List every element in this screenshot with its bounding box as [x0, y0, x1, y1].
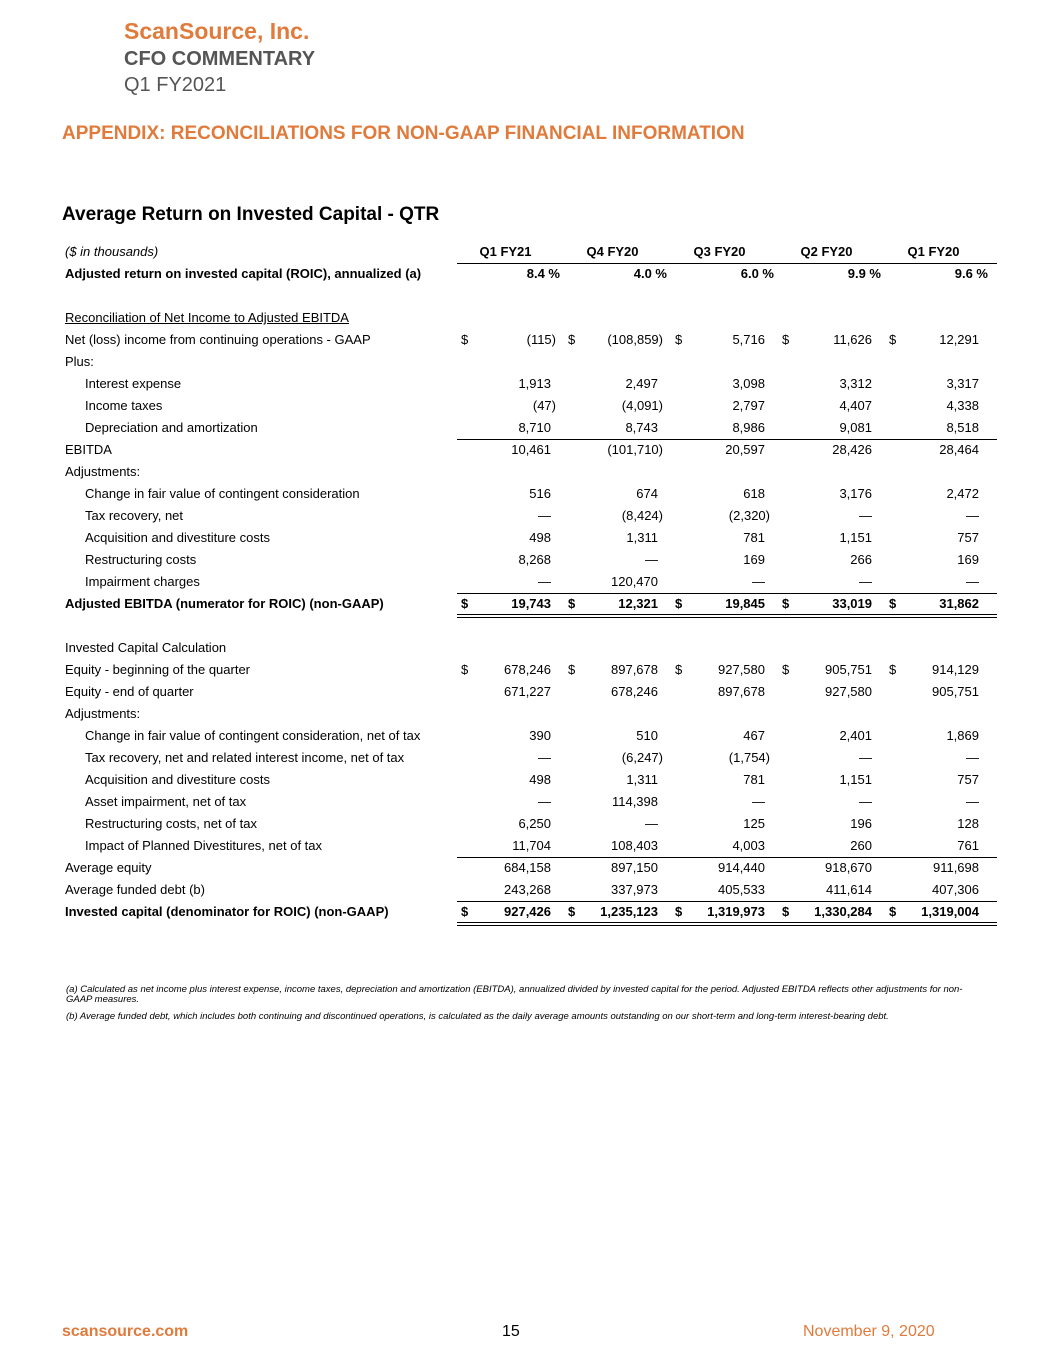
table-cell: 674: [636, 486, 658, 501]
column-header: Q2 FY20: [800, 244, 853, 259]
table-cell: 390: [529, 728, 551, 743]
table-cell: 12,321: [618, 596, 658, 611]
table-cell: —: [859, 794, 872, 809]
table-cell: —: [538, 750, 551, 765]
table-cell: 671,227: [504, 684, 551, 699]
table-cell: 196: [850, 816, 872, 831]
table-row: [62, 594, 997, 616]
table-cell: 11,626: [833, 332, 872, 347]
table-cell: 3,312: [839, 376, 872, 391]
table-cell: 516: [529, 486, 551, 501]
row-label: Equity - beginning of the quarter: [65, 662, 251, 677]
table-cell: (4,091): [621, 398, 663, 413]
table-row: [62, 264, 997, 286]
dollar-sign: $: [568, 332, 576, 347]
dollar-sign: $: [461, 332, 469, 347]
table-cell: 260: [850, 838, 872, 853]
row-label: Impairment charges: [85, 574, 200, 589]
company-name: ScanSource, Inc.: [124, 18, 310, 44]
table-cell: 914,440: [718, 860, 765, 875]
table-cell: 3,098: [732, 376, 765, 391]
appendix-heading: APPENDIX: RECONCILIATIONS FOR NON-GAAP FINANCIAL INFORMATION: [62, 123, 745, 144]
dollar-sign: $: [461, 904, 469, 919]
table-row: [62, 462, 997, 484]
table-cell: —: [859, 574, 872, 589]
dollar-sign: $: [889, 904, 897, 919]
table-cell: 897,678: [611, 662, 658, 677]
table-cell: 2,497: [625, 376, 658, 391]
table-cell: —: [645, 552, 658, 567]
row-label: Tax recovery, net: [85, 508, 184, 523]
dollar-sign: $: [461, 596, 469, 611]
row-label: Restructuring costs, net of tax: [85, 816, 257, 831]
table-cell: 6,250: [518, 816, 551, 831]
table-row: [62, 902, 997, 924]
table-cell: 8,518: [946, 420, 979, 435]
table-row: [62, 616, 997, 638]
footnotes: [66, 985, 966, 1029]
table-cell: 8,268: [518, 552, 551, 567]
table-cell: —: [752, 794, 765, 809]
table-cell: 905,751: [932, 684, 979, 699]
row-label: Equity - end of quarter: [65, 684, 194, 699]
row-label: EBITDA: [65, 442, 112, 457]
row-label: Net (loss) income from continuing operations - GAAP: [65, 332, 371, 347]
footnote-b: (b) Average funded debt, which includes both continuing and discontinued operations, is calculated as the daily average amounts outstanding on our short-term and long-term interest-bearing debt.: [66, 1011, 889, 1022]
table-header-row: [62, 242, 997, 264]
row-label: Asset impairment, net of tax: [85, 794, 247, 809]
table-cell: 618: [743, 486, 765, 501]
table-row: [62, 418, 997, 440]
table-cell: —: [538, 508, 551, 523]
table-cell: 1,235,123: [600, 904, 658, 919]
table-cell: 678,246: [611, 684, 658, 699]
dollar-sign: $: [568, 596, 576, 611]
table-cell: 19,743: [511, 596, 551, 611]
table-cell: 28,426: [832, 442, 872, 457]
table-cell: —: [966, 508, 979, 523]
column-header: Q3 FY20: [693, 244, 746, 259]
table-row: [62, 374, 997, 396]
row-label: Change in fair value of contingent consideration, net of tax: [85, 728, 421, 743]
table-cell: 33,019: [832, 596, 872, 611]
table-cell: 10,461: [511, 442, 551, 457]
table-cell: —: [859, 750, 872, 765]
dollar-sign: $: [889, 662, 897, 677]
dollar-sign: $: [782, 596, 790, 611]
roic-table: [62, 242, 997, 924]
table-cell: 9.6 %: [954, 266, 988, 281]
table-cell: 2,472: [946, 486, 979, 501]
table-row: [62, 550, 997, 572]
total-double-rule: [457, 922, 997, 926]
table-cell: 3,176: [839, 486, 872, 501]
table-row: [62, 506, 997, 528]
table-cell: 31,862: [939, 596, 979, 611]
table-cell: 19,845: [725, 596, 765, 611]
table-cell: 9,081: [839, 420, 872, 435]
table-cell: 128: [957, 816, 979, 831]
table-cell: 927,426: [504, 904, 551, 919]
table-cell: 918,670: [825, 860, 872, 875]
table-cell: (2,320): [728, 508, 770, 523]
table-cell: 1,151: [839, 530, 872, 545]
table-cell: 120,470: [611, 574, 658, 589]
table-cell: 467: [743, 728, 765, 743]
table-cell: 4,407: [839, 398, 872, 413]
row-label: Average funded debt (b): [65, 882, 205, 897]
table-cell: 2,797: [732, 398, 765, 413]
dollar-sign: $: [675, 596, 683, 611]
table-cell: 337,973: [611, 882, 658, 897]
row-label: Acquisition and divestiture costs: [85, 530, 270, 545]
table-cell: 498: [529, 530, 551, 545]
dollar-sign: $: [675, 332, 683, 347]
table-cell: 1,330,284: [814, 904, 872, 919]
table-cell: 761: [957, 838, 979, 853]
table-cell: 8,743: [625, 420, 658, 435]
row-label: Impact of Planned Divestitures, net of tax: [85, 838, 323, 853]
table-cell: —: [966, 794, 979, 809]
column-header: Q1 FY20: [907, 244, 960, 259]
row-label: Change in fair value of contingent consideration: [85, 486, 360, 501]
table-cell: 8,986: [732, 420, 765, 435]
table-cell: 243,268: [504, 882, 551, 897]
table-row: [62, 814, 997, 836]
dollar-sign: $: [782, 662, 790, 677]
table-row: [62, 858, 997, 880]
table-cell: 905,751: [825, 662, 872, 677]
document-title: CFO COMMENTARY: [124, 48, 316, 70]
table-row: [62, 308, 997, 330]
table-row: [62, 330, 997, 352]
table-row: [62, 880, 997, 902]
table-cell: 897,678: [718, 684, 765, 699]
table-cell: (1,754): [728, 750, 770, 765]
table-cell: 169: [743, 552, 765, 567]
table-cell: 927,580: [718, 662, 765, 677]
row-label: Adjusted EBITDA (numerator for ROIC) (non-GAAP): [65, 596, 384, 611]
row-label: Adjustments:: [65, 464, 141, 479]
table-cell: 911,698: [932, 860, 979, 875]
table-row: [62, 660, 997, 682]
row-label: Depreciation and amortization: [85, 420, 258, 435]
table-cell: 4.0 %: [633, 266, 667, 281]
table-cell: 20,597: [725, 442, 765, 457]
table-cell: 3,317: [946, 376, 979, 391]
table-row: [62, 704, 997, 726]
table-cell: 8.4 %: [526, 266, 560, 281]
table-cell: 1,311: [626, 772, 658, 787]
table-cell: (115): [526, 332, 556, 347]
table-cell: 8,710: [518, 420, 551, 435]
table-cell: 1,319,004: [921, 904, 979, 919]
page-number: 15: [502, 1323, 520, 1340]
table-cell: —: [752, 574, 765, 589]
table-cell: 684,158: [504, 860, 551, 875]
table-cell: 407,306: [932, 882, 979, 897]
table-cell: 914,129: [932, 662, 979, 677]
table-cell: 781: [743, 772, 765, 787]
table-cell: (108,859): [607, 332, 663, 347]
table-cell: 11,704: [512, 838, 551, 853]
table-cell: 6.0 %: [740, 266, 774, 281]
table-row: [62, 396, 997, 418]
dollar-sign: $: [675, 904, 683, 919]
row-label: Average equity: [65, 860, 152, 875]
table-cell: 1,311: [626, 530, 658, 545]
table-cell: —: [538, 794, 551, 809]
table-cell: 510: [636, 728, 658, 743]
table-row: [62, 836, 997, 858]
table-cell: 114,398: [611, 794, 658, 809]
table-cell: 1,869: [946, 728, 979, 743]
table-cell: 897,150: [611, 860, 658, 875]
table-cell: 169: [957, 552, 979, 567]
table-cell: 411,614: [825, 882, 872, 897]
units-label: ($ in thousands): [65, 244, 159, 259]
row-label: Acquisition and divestiture costs: [85, 772, 270, 787]
table-row: [62, 572, 997, 594]
table-row: [62, 770, 997, 792]
table-cell: 5,716: [732, 332, 765, 347]
row-label: Tax recovery, net and related interest income, net of tax: [85, 750, 405, 765]
table-cell: —: [538, 574, 551, 589]
row-label: Invested Capital Calculation: [65, 640, 227, 655]
footer-website-link[interactable]: scansource.com: [62, 1323, 189, 1340]
row-label: Restructuring costs: [85, 552, 197, 567]
table-cell: 757: [957, 772, 979, 787]
table-row: [62, 286, 997, 308]
footnote-a: (a) Calculated as net income plus interest expense, income taxes, depreciation and amortization (EBITDA), annualized divided by invested capital for the period. Adjusted EBITDA reflects other adjustments for non-GAAP measures.: [66, 984, 963, 1005]
dollar-sign: $: [889, 596, 897, 611]
row-label: Income taxes: [85, 398, 163, 413]
table-cell: 927,580: [825, 684, 872, 699]
dollar-sign: $: [568, 904, 576, 919]
dollar-sign: $: [782, 904, 790, 919]
table-cell: (6,247): [621, 750, 663, 765]
table-cell: 678,246: [504, 662, 551, 677]
table-cell: 125: [743, 816, 765, 831]
column-header: Q1 FY21: [479, 244, 532, 259]
table-row: [62, 682, 997, 704]
table-cell: 2,401: [839, 728, 872, 743]
table-row: [62, 748, 997, 770]
table-row: [62, 792, 997, 814]
row-label: Adjustments:: [65, 706, 141, 721]
dollar-sign: $: [782, 332, 790, 347]
footer-date: November 9, 2020: [803, 1323, 935, 1340]
table-cell: 1,319,973: [707, 904, 765, 919]
table-row: [62, 440, 997, 462]
table-cell: —: [966, 750, 979, 765]
table-cell: 757: [957, 530, 979, 545]
table-cell: —: [645, 816, 658, 831]
table-cell: 498: [529, 772, 551, 787]
table-cell: 1,913: [518, 376, 551, 391]
table-cell: 28,464: [939, 442, 979, 457]
table-cell: —: [859, 508, 872, 523]
table-row: [62, 726, 997, 748]
table-cell: 9.9 %: [847, 266, 881, 281]
table-row: [62, 484, 997, 506]
table-cell: 108,403: [611, 838, 658, 853]
column-header: Q4 FY20: [586, 244, 639, 259]
section-title: Average Return on Invested Capital - QTR: [62, 204, 440, 225]
table-cell: 4,338: [946, 398, 979, 413]
table-cell: —: [966, 574, 979, 589]
row-label: Adjusted return on invested capital (ROIC), annualized (a): [65, 266, 422, 281]
table-cell: (101,710): [607, 442, 663, 457]
dollar-sign: $: [889, 332, 897, 347]
table-cell: 1,151: [839, 772, 872, 787]
row-label: Interest expense: [85, 376, 182, 391]
table-cell: 781: [743, 530, 765, 545]
dollar-sign: $: [568, 662, 576, 677]
table-row: [62, 528, 997, 550]
fiscal-quarter: Q1 FY2021: [124, 74, 227, 96]
row-label: Invested capital (denominator for ROIC) (non-GAAP): [65, 904, 389, 919]
table-cell: 266: [850, 552, 872, 567]
row-label: Reconciliation of Net Income to Adjusted EBITDA: [65, 310, 349, 325]
table-cell: 4,003: [732, 838, 765, 853]
table-cell: (8,424): [621, 508, 663, 523]
table-cell: (47): [532, 398, 556, 413]
row-label: Plus:: [65, 354, 94, 369]
dollar-sign: $: [675, 662, 683, 677]
dollar-sign: $: [461, 662, 469, 677]
table-row: [62, 352, 997, 374]
table-cell: 405,533: [718, 882, 765, 897]
table-row: [62, 638, 997, 660]
table-cell: 12,291: [939, 332, 979, 347]
